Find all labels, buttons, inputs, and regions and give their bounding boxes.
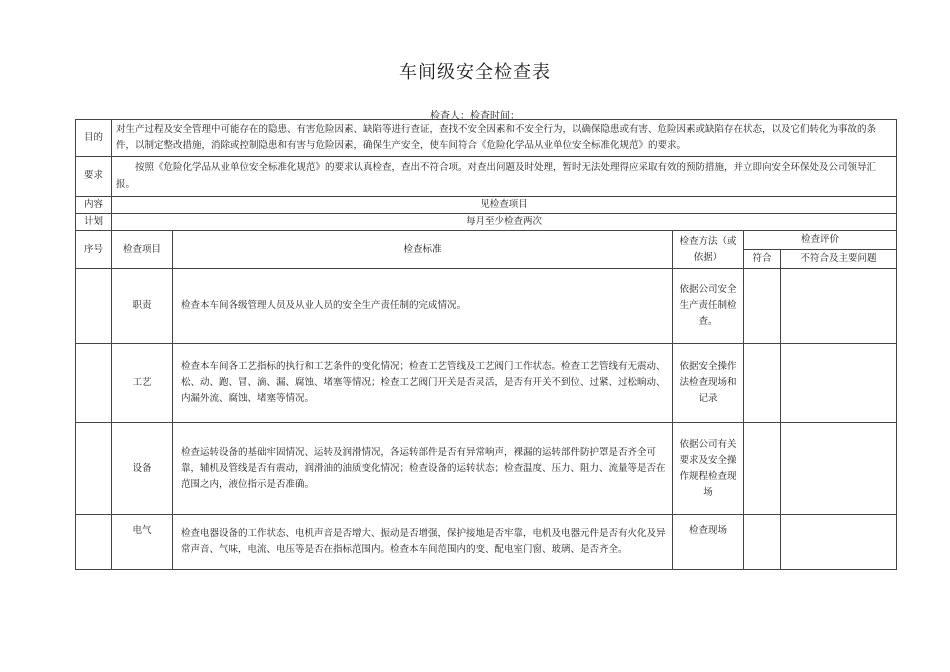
- row-method: 依据公司有关要求及安全操作规程检查现场: [673, 423, 744, 515]
- header-standard: 检查标准: [173, 231, 673, 269]
- row-seq: [76, 269, 112, 344]
- row-method: 检查现场: [673, 515, 744, 570]
- header-conform: 符合: [744, 250, 781, 269]
- content-row: [76, 197, 897, 214]
- row-method: 依据安全操作法检查现场和记录: [673, 344, 744, 423]
- requirement-row: [76, 157, 897, 197]
- purpose-text: 对生产过程及安全管理中可能存在的隐患、有害危险因素、缺陷等进行查证，查找不安全因素和不安全行为，以确保隐患或有害、危险因素或缺陷存在状态，以及它们转化为事故的条件，以制定整改措施，消除或控制隐患和有害与危险因素，确保生产安全，使车间符合《危险化学品从业单位安全标准化规范》的要求。: [112, 120, 897, 157]
- row-item: 电气: [112, 515, 173, 570]
- row-nonconform: [781, 515, 897, 570]
- header-method: 检查方法（或依据）: [673, 231, 744, 269]
- plan-text: 每月至少检查两次: [112, 214, 897, 231]
- header-item: 检查项目: [112, 231, 173, 269]
- table-row: [76, 344, 897, 423]
- row-standard: 检查电器设备的工作状态、电机声音是否增大、振动是否增强，保护接地是否牢靠，电机及电器元件是否有火化及异常声音、气味，电流、电压等是否在指标范围内。检查本车间范围内的变、配电室门窗、玻璃、是否齐全。: [173, 515, 673, 570]
- row-standard: 检查本车间各工艺指标的执行和工艺条件的变化情况；检查工艺管线及工艺阀门工作状态。检查工艺管线有无震动、松、动、跑、冒、滴、漏、腐蚀、堵塞等情况；检查工艺阀门开关是否灵活，是否有开关不到位、过紧、过松晌动、内漏外流、腐蚀、堵塞等情况。: [173, 344, 673, 423]
- row-nonconform: [781, 344, 897, 423]
- row-nonconform: [781, 423, 897, 515]
- row-standard: 检查本车间各级管理人员及从业人员的安全生产责任制的完成情况。: [173, 269, 673, 344]
- row-conform: [744, 344, 781, 423]
- plan-row: [76, 214, 897, 231]
- row-seq: [76, 423, 112, 515]
- header-seq: 序号: [76, 231, 112, 269]
- header-evaluation: 检查评价: [744, 231, 897, 250]
- row-method: 依据公司安全生产责任制检查。: [673, 269, 744, 344]
- purpose-row: [76, 120, 897, 157]
- row-standard: 检查运转设备的基础牢固情况、运转及润滑情况，各运转部件是否有异常响声，裸漏的运转部件防护罩是否齐全可靠，辅机及管线是否有震动，润滑油的油质变化情况；检查设备的运转状态；检查温度、压力、阻力、流量等是否在范围之内，液位指示是否准确。: [173, 423, 673, 515]
- table-row: [76, 423, 897, 515]
- header-row: [76, 231, 897, 250]
- purpose-label: 目的: [76, 120, 112, 157]
- row-conform: [744, 269, 781, 344]
- table-row: [76, 515, 897, 570]
- row-item: 设备: [112, 423, 173, 515]
- row-seq: [76, 515, 112, 570]
- row-nonconform: [781, 269, 897, 344]
- table-row: [76, 269, 897, 344]
- requirement-text: 按照《危险化学品从业单位安全标准化规范》的要求认真检查，查出不符合项。对查出问题及时处理，暂时无法处理得应采取有效的预防措施，并立即向安全环保处及公司领导汇报。: [112, 157, 897, 197]
- row-seq: [76, 344, 112, 423]
- document-title: 车间级安全检查表: [399, 62, 551, 83]
- inspector-line: 检查人：检查时间：: [430, 111, 520, 122]
- row-conform: [744, 423, 781, 515]
- row-item: 职责: [112, 269, 173, 344]
- plan-label: 计划: [76, 214, 112, 231]
- inspection-table: [75, 119, 897, 570]
- header-nonconform: 不符合及主要问题: [781, 250, 897, 269]
- requirement-label: 要求: [76, 157, 112, 197]
- content-label: 内容: [76, 197, 112, 214]
- content-text: 见检查项目: [112, 197, 897, 214]
- row-item: 工艺: [112, 344, 173, 423]
- row-conform: [744, 515, 781, 570]
